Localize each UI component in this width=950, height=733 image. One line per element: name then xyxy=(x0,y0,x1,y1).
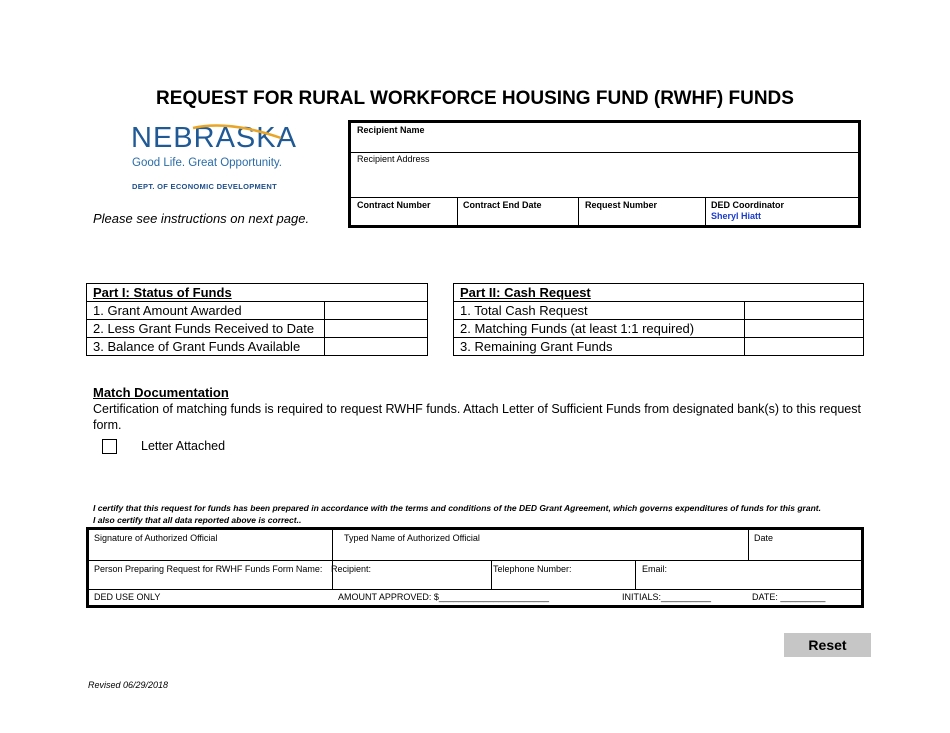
ded-coordinator-label: DED Coordinator xyxy=(711,200,784,210)
letter-attached-checkbox[interactable] xyxy=(102,439,117,454)
revision-date: Revised 06/29/2018 xyxy=(88,680,169,690)
table-row xyxy=(454,302,864,320)
part1-row-value[interactable] xyxy=(325,338,428,356)
certification-line-2: I also certify that all data reported above is correct.. xyxy=(93,515,302,525)
table-row xyxy=(454,338,864,356)
part1-row-value[interactable] xyxy=(325,320,428,338)
recipient-address-field[interactable]: Recipient Address xyxy=(357,154,430,164)
table-row xyxy=(87,302,428,320)
part2-row-label: 3. Remaining Grant Funds xyxy=(454,338,745,356)
recipient-name-field[interactable]: Recipient Name xyxy=(357,125,425,135)
ded-use-only-label: DED USE ONLY xyxy=(94,592,161,602)
certification-statement xyxy=(93,502,873,526)
part2-row-value[interactable] xyxy=(745,338,864,356)
preparer-recipient-field[interactable]: Recipient: xyxy=(331,564,372,574)
reset-button[interactable]: Reset xyxy=(784,633,871,657)
logo-tagline: Good Life. Great Opportunity. xyxy=(132,157,283,169)
preparer-name-field[interactable]: Person Preparing Request for RWHF Funds Form Name: xyxy=(94,564,323,574)
part1-row-label: 1. Grant Amount Awarded xyxy=(87,302,325,320)
part1-status-table xyxy=(86,283,428,356)
part2-row-label: 1. Total Cash Request xyxy=(454,302,745,320)
table-row xyxy=(87,320,428,338)
match-documentation-text: Certification of matching funds is required to request RWHF funds. Attach Letter of Sufficient Funds from designated bank(s) to this request form. xyxy=(93,402,861,432)
contract-number-field[interactable]: Contract Number xyxy=(357,200,431,210)
page-title: REQUEST FOR RURAL WORKFORCE HOUSING FUND (RWHF) FUNDS xyxy=(156,88,794,109)
part2-row-value[interactable] xyxy=(745,320,864,338)
table-row xyxy=(87,338,428,356)
certification-line-1: I certify that this request for funds has been prepared in accordance with the terms and conditions of the DED Grant Agreement, which governs expenditures of funds for this grant. xyxy=(93,503,821,513)
instructions-note: Please see instructions on next page. xyxy=(93,211,310,226)
table-row xyxy=(454,320,864,338)
part2-row-value[interactable] xyxy=(745,302,864,320)
part2-cash-request-table xyxy=(453,283,864,356)
logo-swoosh-icon xyxy=(131,124,286,154)
email-field[interactable]: Email: xyxy=(642,564,668,574)
amount-approved-field: AMOUNT APPROVED: $______________________ xyxy=(338,592,549,602)
initials-field: INITIALS:__________ xyxy=(622,592,712,602)
ded-coordinator-name: Sheryl Hiatt xyxy=(711,211,762,221)
ded-date-field: DATE: _________ xyxy=(752,592,826,602)
typed-name-field[interactable]: Typed Name of Authorized Official xyxy=(344,533,480,543)
part2-row-label: 2. Matching Funds (at least 1:1 required) xyxy=(454,320,745,338)
request-number-field[interactable]: Request Number xyxy=(585,200,658,210)
part1-row-label: 3. Balance of Grant Funds Available xyxy=(87,338,325,356)
contract-end-date-field[interactable]: Contract End Date xyxy=(463,200,542,210)
signature-box xyxy=(86,527,864,608)
logo-department: DEPT. OF ECONOMIC DEVELOPMENT xyxy=(132,182,277,191)
date-field[interactable]: Date xyxy=(754,533,774,543)
part2-heading: Part II: Cash Request xyxy=(454,284,864,302)
part1-heading: Part I: Status of Funds xyxy=(87,284,428,302)
signature-field[interactable]: Signature of Authorized Official xyxy=(94,533,218,543)
recipient-info-box xyxy=(348,120,861,228)
letter-attached-label: Letter Attached xyxy=(141,439,226,453)
nebraska-logo-wordmark: NEBRASKA xyxy=(131,122,297,154)
match-documentation-heading: Match Documentation xyxy=(93,385,229,400)
part1-row-value[interactable] xyxy=(325,302,428,320)
part1-row-label: 2. Less Grant Funds Received to Date xyxy=(87,320,325,338)
telephone-field[interactable]: Telephone Number: xyxy=(493,564,572,574)
